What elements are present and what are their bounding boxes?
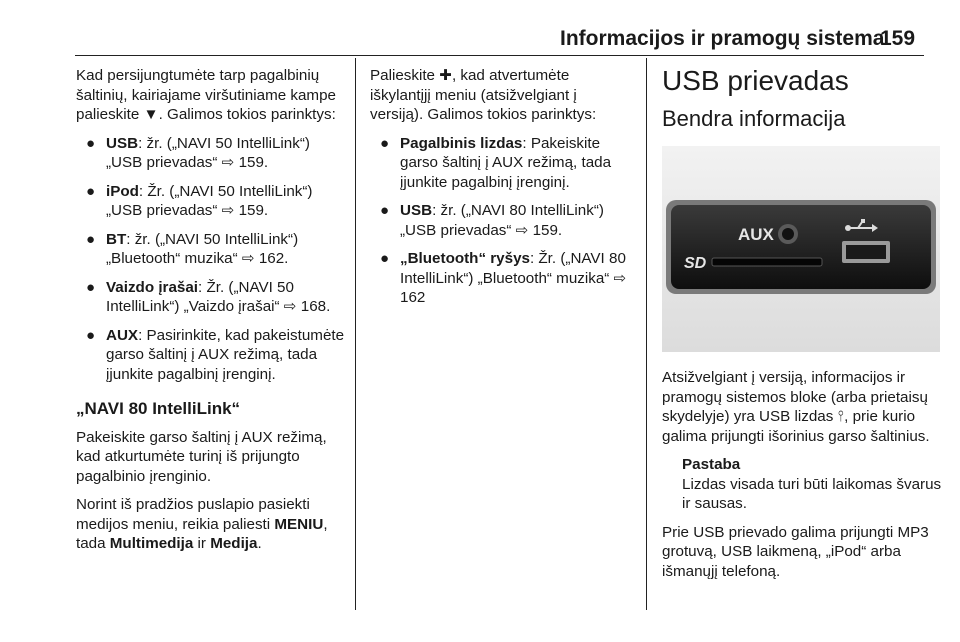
note-box xyxy=(662,455,944,514)
usb-port-illustration xyxy=(662,146,940,352)
section-heading: USB prievadas xyxy=(662,65,849,96)
col1-intro: Kad persijungtumėte tarp pagalbinių šaltinių, kairiajame viršutiniame kampe palieskite ▼. Galimos tokios parinktys: xyxy=(76,67,336,123)
col3-paragraph: Prie USB prievado galima prijungti MP3 grotuvą, USB laikmeną, „iPod“ arba išmanųjį telefoną. xyxy=(662,523,929,580)
note-text: Lizdas visada turi būti laikomas švarus ir sausas. xyxy=(682,475,942,512)
col1-paragraph: Pakeiskite garso šaltinį į AUX režimą, kad atkurtumėte turinį iš prijungto pagalbinio įrenginio. xyxy=(76,428,327,485)
bullet-icon: ● xyxy=(86,326,96,344)
bullet-text: : Pasirinkite, kad pakeistumėte garso šaltinį į AUX režimą, tada įjunkite pagalbinį įrenginį. xyxy=(106,326,345,383)
list-item xyxy=(370,249,632,308)
bullet-label: Vaizdo įrašai xyxy=(106,278,199,296)
bullet-text: : žr. („NAVI 50 IntelliLink“) „Bluetooth“ muzika“ ⇨ 162. xyxy=(106,230,299,267)
list-item xyxy=(76,278,348,317)
sd-slot xyxy=(712,258,822,266)
bullet-icon: ● xyxy=(86,230,96,248)
usb-port-photo xyxy=(662,146,940,352)
list-item xyxy=(370,134,632,193)
bullet-icon: ● xyxy=(380,134,390,152)
multimedia-term: Multimedija xyxy=(109,535,194,552)
media-term: Medija xyxy=(210,535,258,552)
bullet-text: : Žr. („NAVI 50 IntelliLink“) „Vaizdo įrašai“ ⇨ 168. xyxy=(106,278,331,315)
column-2 xyxy=(370,66,632,317)
bullet-label: AUX xyxy=(106,326,139,344)
bullet-text: : Pakeiskite garso šaltinį į AUX režimą, tada įjunkite pagalbinį įrenginį. xyxy=(400,134,612,191)
section-subheading: Bendra informacija xyxy=(662,106,846,131)
col2-intro: Palieskite ✚, kad atvertumėte iškylantįjį meniu (atsižvelgiant į versiją). Galimos tokios parinktys: xyxy=(370,67,597,123)
bullet-label: iPod xyxy=(106,182,139,200)
bullet-icon: ● xyxy=(380,202,390,219)
bullet-icon: ● xyxy=(86,182,96,200)
header-title: Informacijos ir pramogų sistema xyxy=(560,27,885,50)
list-item xyxy=(76,326,348,385)
list-item xyxy=(76,182,348,221)
section-subheading: „NAVI 80 IntelliLink“ xyxy=(76,399,241,418)
list-item xyxy=(370,201,632,240)
bullet-text: : Žr. („NAVI 50 IntelliLink“) „USB prievadas“ ⇨ 159. xyxy=(106,182,313,219)
bullet-text: : Žr. („NAVI 80 IntelliLink“) „Bluetooth“ muzika“ ⇨ 162 xyxy=(400,250,627,306)
column-3 xyxy=(662,66,944,590)
header-divider xyxy=(75,55,924,56)
column-divider-2 xyxy=(646,58,647,610)
bullet-label: USB xyxy=(106,134,139,152)
bullet-label: „Bluetooth“ ryšys xyxy=(400,250,530,267)
sd-label: SD xyxy=(684,255,707,272)
bullet-text: : žr. („NAVI 50 IntelliLink“) „USB prievadas“ ⇨ 159. xyxy=(106,134,310,171)
column-1 xyxy=(76,66,348,563)
col1-paragraph: Norint iš pradžios puslapio pasiekti medijos meniu, reikia paliesti MENIU, tada Multimedija ir Medija. xyxy=(76,496,328,552)
menu-term: MENIU xyxy=(274,515,324,533)
bullet-label: Pagalbinis lizdas xyxy=(400,134,523,152)
list-item xyxy=(76,134,348,173)
bullet-text: : žr. („NAVI 80 IntelliLink“) „USB prievadas“ ⇨ 159. xyxy=(400,202,604,239)
column-divider-1 xyxy=(355,58,356,610)
bullet-icon: ● xyxy=(86,134,96,152)
bullet-label: USB xyxy=(400,202,433,219)
page-header xyxy=(0,0,960,56)
note-title: Pastaba xyxy=(682,456,741,473)
aux-label: AUX xyxy=(738,225,774,244)
bullet-icon: ● xyxy=(380,250,390,267)
bullet-icon: ● xyxy=(86,278,96,296)
bullet-label: BT xyxy=(106,230,127,248)
list-item xyxy=(76,230,348,269)
col3-paragraph: Atsižvelgiant į versiją, informacijos ir pramogų sistemos bloke (arba prietaisų skydelyje) yra USB lizdas ⫯, prie kurio galima prijungti išorinius garso šaltinius. xyxy=(662,369,930,445)
page-number: 159 xyxy=(880,27,916,50)
